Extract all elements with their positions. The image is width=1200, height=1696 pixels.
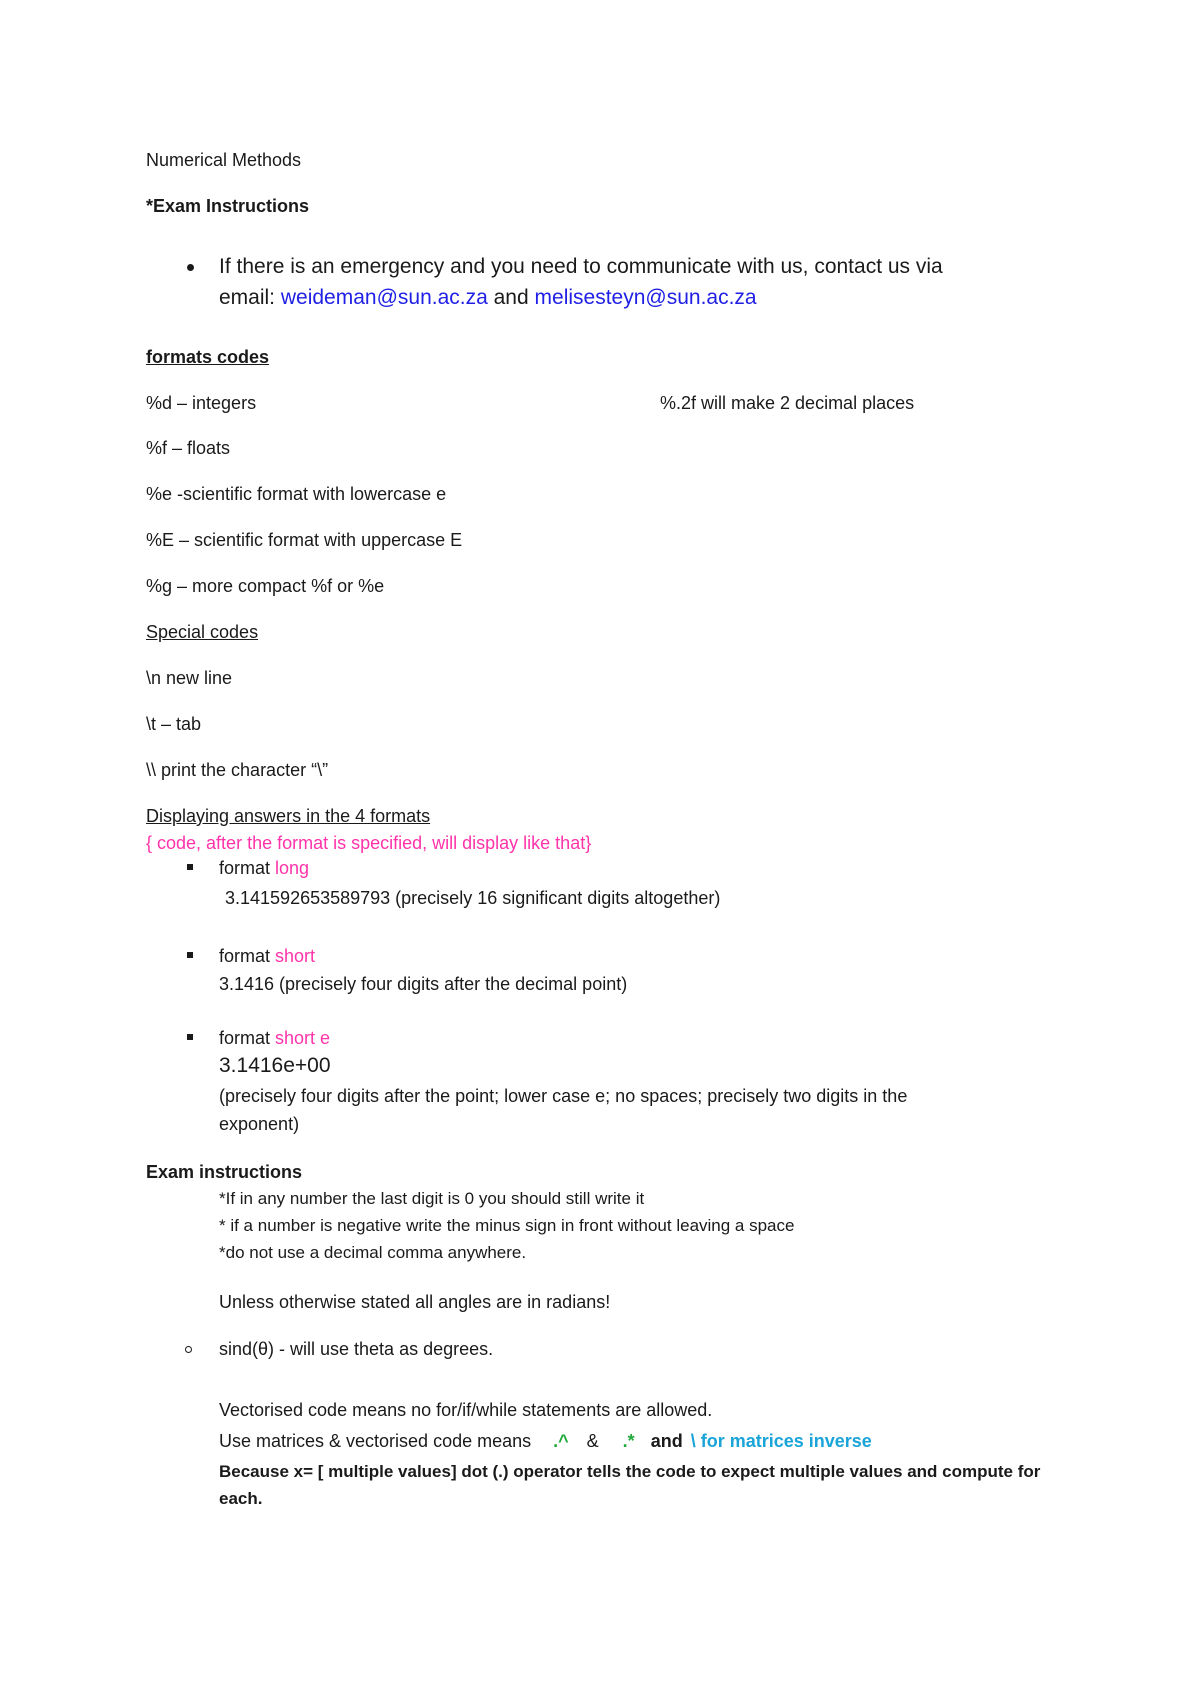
radians-note: Unless otherwise stated all angles are in radians!: [219, 1292, 611, 1312]
email-link-weideman[interactable]: weideman@sun.ac.za: [280, 286, 488, 309]
format-item: %d – integers: [146, 393, 257, 413]
format-side-note: %.2f will make 2 decimal places: [660, 393, 915, 413]
email-label: email:: [219, 286, 281, 309]
square-bullet-icon: [187, 1034, 193, 1040]
format-short-e-value: 3.1416e+00: [219, 1054, 331, 1077]
format-short-value: 3.1416 (precisely four digits after the decimal point): [219, 974, 628, 994]
format-short-label: [219, 945, 315, 967]
square-bullet-icon: [187, 952, 193, 958]
inverse-operator-note: \ for matrices inverse: [690, 1431, 872, 1451]
exam-rule: *do not use a decimal comma anywhere.: [219, 1243, 527, 1262]
exam-rule: *If in any number the last digit is 0 you should still write it: [219, 1189, 645, 1208]
email-link-melisesteyn[interactable]: melisesteyn@sun.ac.za: [534, 286, 757, 309]
format-keyword-long: long: [275, 858, 310, 878]
matrices-prefix: Use matrices & vectorised code means: [219, 1431, 532, 1451]
special-item: \\ print the character “\”: [146, 760, 329, 780]
ampersand: &: [586, 1431, 599, 1451]
emergency-line-1: If there is an emergency and you need to communicate with us, contact us via: [219, 255, 943, 278]
sind-note: sind(θ) - will use theta as degrees.: [219, 1339, 494, 1359]
format-short-e-detail: (precisely four digits after the point; lower case e; no spaces; precisely two digits in the: [219, 1086, 908, 1106]
circle-bullet-icon: [185, 1346, 192, 1353]
displaying-note: { code, after the format is specified, will display like that}: [146, 833, 592, 853]
format-prefix: format: [219, 858, 276, 878]
exam-instructions-heading: Exam instructions: [146, 1162, 303, 1182]
special-item: \n new line: [146, 668, 233, 688]
square-bullet-icon: [187, 864, 193, 870]
format-short-e-label: [219, 1027, 330, 1049]
format-short-e-detail: exponent): [219, 1114, 300, 1134]
special-heading: Special codes: [146, 622, 259, 642]
format-keyword-short-e: short e: [275, 1028, 331, 1048]
format-item: %e -scientific format with lowercase e: [146, 484, 447, 504]
format-prefix: format: [219, 1028, 276, 1048]
exam-heading: *Exam Instructions: [146, 196, 310, 216]
format-item: %f – floats: [146, 438, 231, 458]
doc-title: Numerical Methods: [146, 150, 302, 170]
special-item: \t – tab: [146, 714, 202, 734]
format-item: %E – scientific format with uppercase E: [146, 530, 463, 550]
and-text: and: [650, 1431, 683, 1451]
because-note: each.: [219, 1489, 263, 1508]
vectorised-note: Vectorised code means no for/if/while statements are allowed.: [219, 1400, 713, 1420]
formats-heading: formats codes: [146, 347, 270, 367]
displaying-heading: Displaying answers in the 4 formats: [146, 806, 431, 826]
format-keyword-short: short: [275, 946, 316, 966]
format-long-value: 3.141592653589793 (precisely 16 significant digits altogether): [225, 888, 721, 908]
bullet-dot-icon: [187, 264, 194, 271]
emergency-line-2: [219, 285, 757, 311]
and-text: and: [487, 286, 535, 309]
power-operator: .^: [553, 1431, 569, 1451]
matrices-line: [219, 1430, 872, 1452]
format-item: %g – more compact %f or %e: [146, 576, 385, 596]
format-prefix: format: [219, 946, 276, 966]
format-long-label: [219, 857, 309, 879]
multiply-operator: .*: [622, 1431, 635, 1451]
because-note: Because x= [ multiple values] dot (.) operator tells the code to expect multiple values and compute for: [219, 1462, 1041, 1481]
exam-rule: * if a number is negative write the minus sign in front without leaving a space: [219, 1216, 795, 1235]
